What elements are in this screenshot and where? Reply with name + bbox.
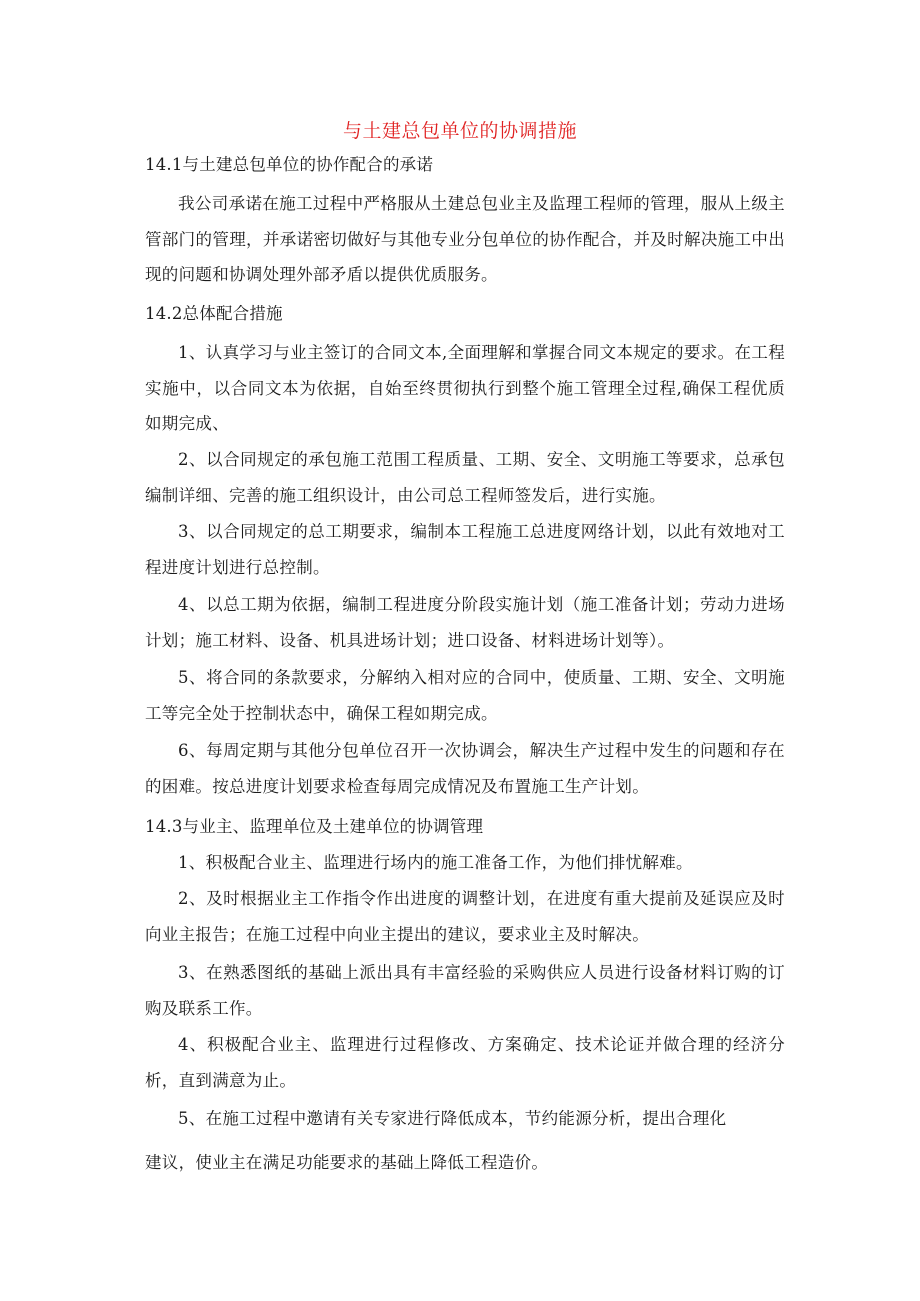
paragraph: 我公司承诺在施工过程中严格服从土建总包业主及监理工程师的管理，服从上级主管部门的管理，并承诺密切做好与其他专业分包单位的协作配合，并及时解决施工中出现的问题和协调处理外部矛盾以提供优质服务。 bbox=[145, 194, 785, 284]
paragraph: 3、以合同规定的总工期要求，编制本工程施工总进度网络计划，以此有效地对工程进度计划进行总控制。 bbox=[145, 522, 785, 577]
paragraph: 2、及时根据业主工作指令作出进度的调整计划，在进度有重大提前及延误应及时向业主报告；在施工过程中向业主提出的建议，要求业主及时解决。 bbox=[145, 889, 785, 944]
paragraph: 建议，使业主在满足功能要求的基础上降低工程造价。 bbox=[145, 1153, 549, 1172]
paragraph: 1、积极配合业主、监理进行场内的施工准备工作，为他们排忧解难。 bbox=[178, 853, 693, 872]
paragraph: 2、以合同规定的承包施工范围工程质量、工期、安全、文明施工等要求，总承包编制详细、完善的施工组织设计，由公司总工程师签发后，进行实施。 bbox=[145, 450, 785, 505]
paragraph: 1、认真学习与业主签订的合同文本,全面理解和掌握合同文本规定的要求。在工程实施中，以合同文本为依据，自始至终贯彻执行到整个施工管理全过程,确保工程优质如期完成、 bbox=[145, 343, 785, 433]
paragraph: 3、在熟悉图纸的基础上派出具有丰富经验的采购供应人员进行设备材料订购的订购及联系工作。 bbox=[145, 963, 785, 1018]
document-title: 与土建总包单位的协调措施 bbox=[342, 120, 577, 142]
section-heading: 14.1与土建总包单位的协作配合的承诺 bbox=[145, 155, 434, 174]
paragraph: 4、以总工期为依据，编制工程进度分阶段实施计划（施工准备计划；劳动力进场计划；施工材料、设备、机具进场计划；进口设备、材料进场计划等）。 bbox=[145, 595, 785, 650]
paragraph: 4、积极配合业主、监理进行过程修改、方案确定、技术论证并做合理的经济分析，直到满意为止。 bbox=[145, 1035, 785, 1090]
paragraph: 6、每周定期与其他分包单位召开一次协调会，解决生产过程中发生的问题和存在的困难。按总进度计划要求检查每周完成情况及布置施工生产计划。 bbox=[145, 741, 785, 796]
paragraph: 5、将合同的条款要求，分解纳入相对应的合同中，使质量、工期、安全、文明施工等完全处于控制状态中，确保工程如期完成。 bbox=[145, 668, 785, 723]
section-heading: 14.2总体配合措施 bbox=[145, 304, 283, 323]
section-heading: 14.3与业主、监理单位及土建单位的协调管理 bbox=[145, 817, 484, 836]
paragraph: 5、在施工过程中邀请有关专家进行降低成本，节约能源分析，提出合理化 bbox=[178, 1109, 727, 1128]
